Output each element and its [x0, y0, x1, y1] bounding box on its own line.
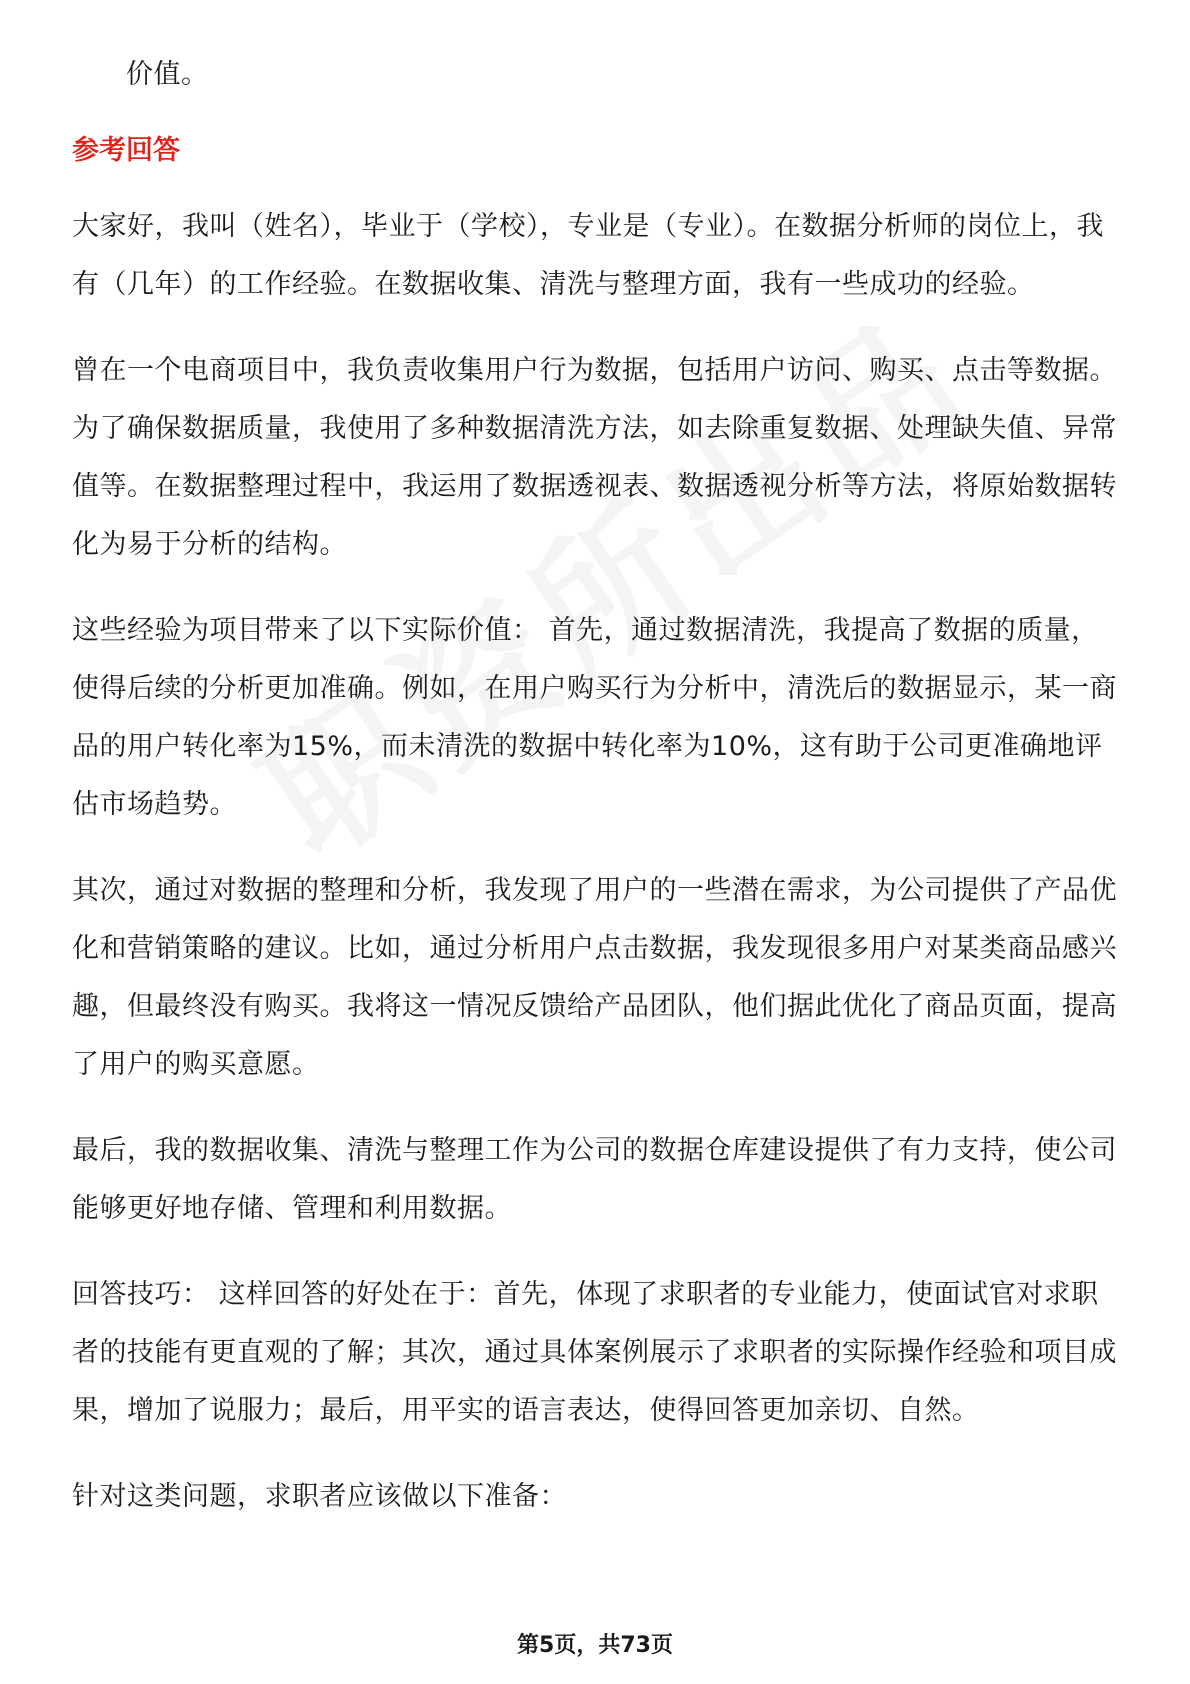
document-body	[72, 46, 1122, 1554]
section-heading: 参考回答	[72, 135, 180, 166]
paragraph-second: 其次，通过对数据的整理和分析，我发现了用户的一些潜在需求，为公司提供了产品优化和营销策略的建议。比如，通过分析用户点击数据，我发现很多用户对某类商品感兴趣，但最终没有购买。我将这一情况反馈给产品团队，他们据此优化了商品页面，提高了用户的购买意愿。	[72, 875, 1117, 1080]
paragraph-value: 这些经验为项目带来了以下实际价值： 首先，通过数据清洗，我提高了数据的质量，使得后续的分析更加准确。例如，在用户购买行为分析中，清洗后的数据显示，某一商品的用户转化率为15%，而未清洗的数据中转化率为10%，这有助于公司更准确地评估市场趋势。	[72, 615, 1117, 820]
paragraph-preparation: 针对这类问题，求职者应该做以下准备：	[72, 1481, 567, 1512]
paragraph-finally: 最后，我的数据收集、清洗与整理工作为公司的数据仓库建设提供了有力支持，使公司能够更好地存储、管理和利用数据。	[72, 1135, 1117, 1224]
paragraph-project: 曾在一个电商项目中，我负责收集用户行为数据，包括用户访问、购买、点击等数据。为了确保数据质量，我使用了多种数据清洗方法，如去除重复数据、处理缺失值、异常值等。在数据整理过程中，我运用了数据透视表、数据透视分析等方法，将原始数据转化为易于分析的结构。	[72, 355, 1117, 560]
paragraph-intro: 大家好，我叫（姓名），毕业于（学校），专业是（专业）。在数据分析师的岗位上，我有（几年）的工作经验。在数据收集、清洗与整理方面，我有一些成功的经验。	[72, 211, 1104, 300]
paragraph-tips: 回答技巧： 这样回答的好处在于：首先，体现了求职者的专业能力，使面试官对求职者的技能有更直观的了解；其次，通过具体案例展示了求职者的实际操作经验和项目成果，增加了说服力；最后，用平实的语言表达，使得回答更加亲切、自然。	[72, 1279, 1117, 1426]
page-number: 第5页，共73页	[517, 1633, 673, 1658]
lead-fragment: 价值。	[126, 59, 209, 90]
